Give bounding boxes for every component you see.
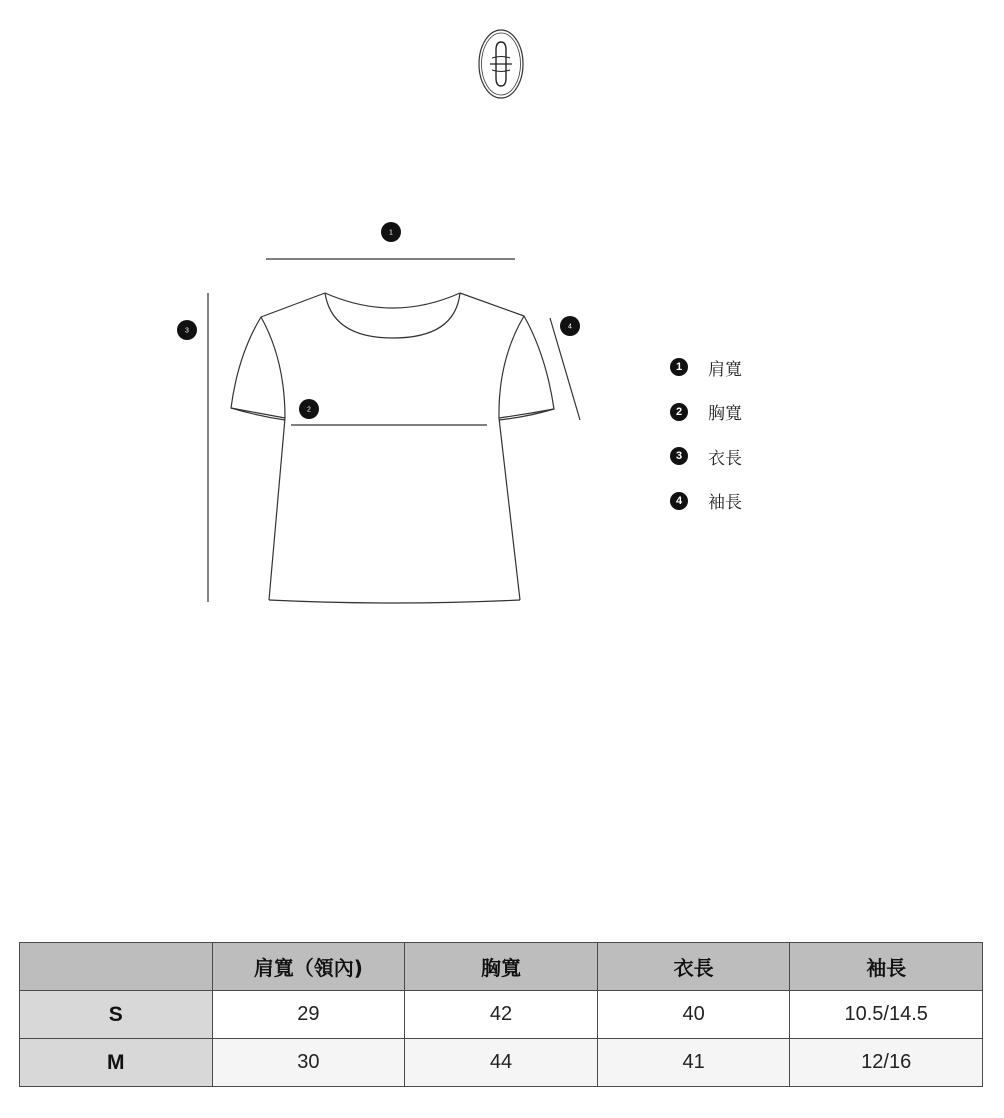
legend-item-shoulder-width <box>670 356 742 378</box>
size-chart-table <box>19 942 983 1087</box>
size-label: M <box>20 1039 213 1087</box>
marker-4 <box>560 316 580 336</box>
sleeve-value: 12/16 <box>790 1039 983 1087</box>
shoulder-value: 30 <box>212 1039 405 1087</box>
chest-value: 42 <box>405 991 598 1039</box>
legend-label: 肩寬 <box>708 359 742 380</box>
tshirt-outline <box>231 293 554 603</box>
legend-label: 袖長 <box>708 493 742 513</box>
svg-text:2: 2 <box>307 406 311 414</box>
measurement-legend <box>670 356 742 534</box>
marker-1 <box>381 222 401 242</box>
legend-number-badge: 2 <box>670 403 688 421</box>
svg-text:1: 1 <box>389 229 393 237</box>
header-body-length: 衣長 <box>597 943 790 991</box>
header-sleeve-length: 袖長 <box>790 943 983 991</box>
header-corner-cell <box>20 943 213 991</box>
table-row <box>20 1039 983 1087</box>
svg-text:3: 3 <box>185 327 189 335</box>
marker-2 <box>299 399 319 419</box>
legend-item-body-length <box>670 445 742 467</box>
marker-3 <box>177 320 197 340</box>
legend-number-badge: 1 <box>670 358 688 376</box>
chest-value: 44 <box>405 1039 598 1087</box>
length-value: 40 <box>597 991 790 1039</box>
length-value: 41 <box>597 1039 790 1087</box>
size-label: S <box>20 991 213 1039</box>
table-row <box>20 991 983 1039</box>
header-shoulder-width: 肩寬（領內) <box>212 943 405 991</box>
table-header-row <box>20 943 983 991</box>
legend-number-badge: 4 <box>670 492 688 510</box>
sleeve-value: 10.5/14.5 <box>790 991 983 1039</box>
header-chest-width: 胸寬 <box>405 943 598 991</box>
legend-label: 胸寬 <box>708 404 742 424</box>
legend-label: 衣長 <box>708 448 742 469</box>
legend-number-badge: 3 <box>670 447 688 465</box>
svg-text:4: 4 <box>568 323 572 331</box>
legend-item-chest-width <box>670 401 742 423</box>
legend-item-sleeve-length <box>670 490 742 512</box>
shoulder-value: 29 <box>212 991 405 1039</box>
